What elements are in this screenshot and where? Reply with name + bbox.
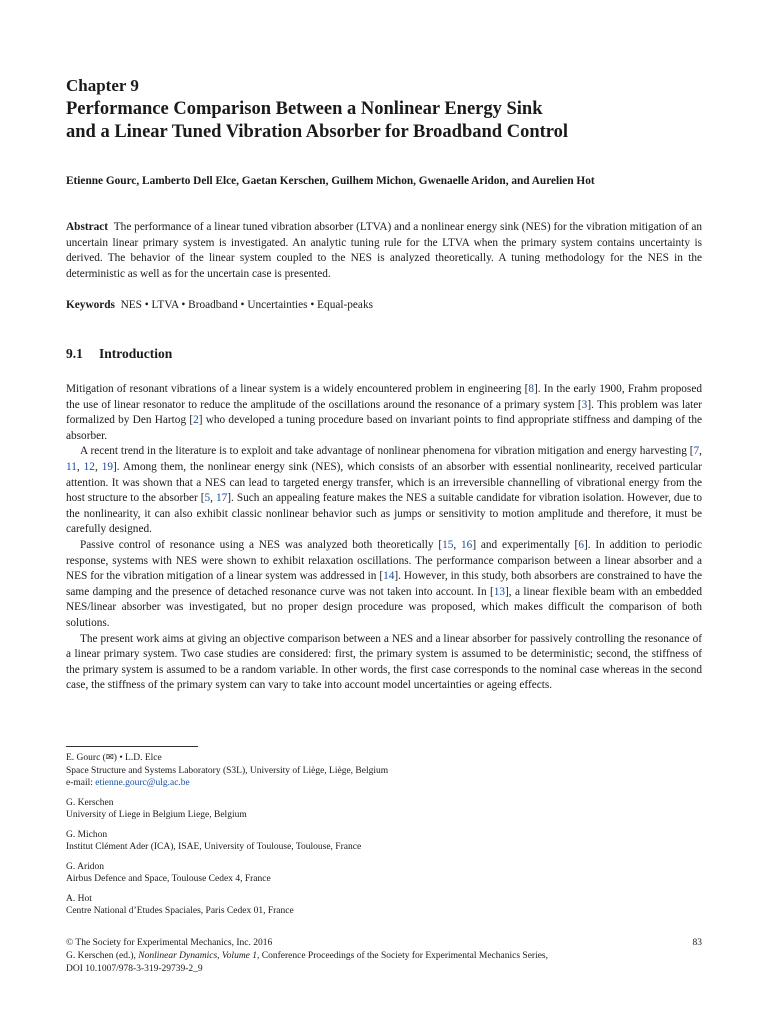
citation-link[interactable]: 12 [83, 460, 95, 473]
citation-book-title: Nonlinear Dynamics, Volume 1 [138, 951, 258, 961]
chapter-title-line-2: and a Linear Tuned Vibration Absorber for Broadband Control [66, 122, 569, 142]
citation-link[interactable]: 15 [442, 538, 454, 551]
abstract [66, 220, 702, 282]
page-number: 83 [692, 938, 702, 948]
citation-link[interactable]: 3 [581, 398, 588, 411]
paragraph-text: Passive control of resonance using a NES was analyzed both theoretically [ [80, 538, 443, 551]
citation-link[interactable]: 16 [461, 538, 473, 551]
chapter-label: Chapter 9 [66, 76, 139, 95]
paragraph-text: ] who developed a tuning procedure based on invariant points to find appropriate stiffness and damping of the absorber. [66, 414, 702, 442]
citation-separator: , [94, 460, 102, 473]
citation-link[interactable]: 2 [193, 414, 199, 427]
affiliation-block [66, 829, 702, 854]
citation-link[interactable]: 13 [493, 585, 506, 598]
section-title: Introduction [99, 346, 173, 361]
citation-series: , Conference Proceedings of the Society for Experimental Mechanics Series, [257, 951, 549, 961]
abstract-text: The performance of a linear tuned vibration absorber (LTVA) and a nonlinear energy sink (NES) for the vibration mitigation of an uncertain linear primary system is investigated. An analytic tuning rule for the LTVA when the primary system contains uncertainty is derived. The behavior of the linear system coupled to the NES is analyzed theoretically. A tuning methodology for the NES in the deterministic as well as for the uncertain case is presented. [66, 221, 702, 280]
citation-separator: , [76, 460, 84, 473]
affiliation-names: E. Gourc (✉) • L.D. Elce [66, 753, 162, 763]
keywords-label: Keywords [66, 299, 115, 311]
citation-separator: , [699, 445, 702, 458]
affiliation-names: A. Hot [66, 893, 92, 904]
paragraph-text: ] and experimentally [ [472, 538, 579, 551]
citation-separator: , [210, 492, 216, 505]
paragraph-text: ]. This problem was later formalized by Den Hartog [ [66, 398, 703, 427]
affiliation-institution: Space Structure and Systems Laboratory (S3L), University of Liège, Liège, Belgium [66, 765, 389, 776]
affiliation-institution: Airbus Defence and Space, Toulouse Cedex 4, France [66, 874, 271, 884]
affiliation-names: G. Michon [66, 829, 108, 840]
paragraph-1 [66, 382, 702, 444]
affiliation-email [66, 777, 702, 790]
publication-info [66, 937, 702, 976]
citation-link[interactable]: 7 [693, 445, 700, 458]
citation-link[interactable]: 14 [383, 570, 395, 583]
chapter-title-line-1: Performance Comparison Between a Nonlinear Energy Sink [66, 99, 543, 119]
email-link[interactable]: etienne.gourc@ulg.ac.be [95, 778, 190, 788]
footnote-divider [66, 746, 198, 747]
paragraph-text: A recent trend in the literature is to exploit and take advantage of nonlinear phenomena for vibration mitigation and energy harvesting [ [80, 445, 694, 458]
citation-link[interactable]: 19 [101, 460, 113, 473]
paragraph-text: ]. In the early 1900, Frahm proposed the use of linear resonator to reduce the amplitude of the oscillations around the resonance of a primary system [ [66, 383, 702, 411]
affiliation-institution: Centre National d’Etudes Spaciales, Paris Cedex 01, France [66, 906, 294, 916]
section-number: 9.1 [66, 346, 83, 361]
affiliation-block [66, 752, 702, 790]
keywords [66, 298, 373, 313]
paragraph-2 [66, 444, 702, 538]
affiliation-institution: University of Liege in Belgium Liege, Belgium [66, 810, 247, 820]
keywords-text: NES • LTVA • Broadband • Uncertainties • Equal-peaks [120, 299, 373, 311]
paragraph-text: ], a linear flexible beam with an embedded NES/linear absorber was investigated, but no proper design procedure was proposed, which makes difficult the comparison of both solutions. [66, 585, 702, 629]
citation-link[interactable]: 6 [578, 538, 584, 551]
doi-line: DOI 10.1007/978-3-319-29739-2_9 [66, 964, 203, 974]
email-label: e-mail: [66, 778, 96, 788]
abstract-label: Abstract [66, 221, 109, 233]
paragraph-text: ]. Among them, the nonlinear energy sink (NES), which consists of an absorber with essential nonlinearity, received particular attention. It was shown that a NES can lead to targeted energy transfer, which is an irreversible channelling of vibrational energy from the host structure to the absorber [ [66, 460, 702, 505]
paragraph-text: ]. However, in this study, both absorbers are constrained to have the same damping and the presence of detached resonance curve was not taken into account. In [ [66, 570, 702, 598]
section-heading [66, 345, 172, 363]
citation-separator: , [453, 538, 462, 551]
paragraph-text: Mitigation of resonant vibrations of a linear system is a widely encountered problem in engineering [ [66, 383, 529, 395]
affiliation-block [66, 861, 702, 886]
citation-link[interactable]: 5 [204, 492, 211, 505]
author-affiliations [66, 752, 702, 925]
author-list: Etienne Gourc, Lamberto Dell Elce, Gaetan Kerschen, Guilhem Michon, Gwenaelle Aridon, and Aurelien Hot [66, 175, 595, 187]
body-text [66, 382, 702, 694]
citation-link[interactable]: 11 [66, 460, 77, 473]
paragraph-text: ]. Such an appealing feature makes the NES a suitable candidate for vibration isolation. However, due to the nonlinearity, it can also exhibit classic nonlinear behavior such as jumps or sensitivity to motion amplitude and therefore, it must be carefully designed. [66, 492, 702, 536]
copyright-line: © The Society for Experimental Mechanics, Inc. 2016 [66, 938, 273, 948]
paragraph-text: ]. In addition to periodic response, systems with NES were shown to exhibit relaxation oscillations. The performance comparison between a linear absorber and a NES for the vibration mitigation of a linear system was addressed in [ [66, 538, 703, 583]
citation-editor: G. Kerschen (ed.), [66, 951, 139, 961]
citation-link[interactable]: 17 [215, 492, 228, 505]
affiliation-block [66, 893, 702, 918]
paragraph-4: The present work aims at giving an objective comparison between a NES and a linear absorber for passively controlling the resonance of a linear primary system. Two case studies are considered: first, the primary system is assumed to be deterministic; second, the stiffness of the primary system is assumed to be a random variable. In other words, the first case corresponds to the nominal case whereas in the second case, the stiffness of the primary system can vary to take into account model uncertainties or ageing effects. [66, 632, 702, 692]
citation-line [66, 950, 702, 963]
affiliation-names: G. Kerschen [66, 797, 114, 808]
affiliation-names: G. Aridon [66, 861, 104, 872]
citation-link[interactable]: 8 [528, 383, 534, 395]
affiliation-institution: Institut Clément Ader (ICA), ISAE, University of Toulouse, Toulouse, France [66, 842, 362, 852]
chapter-title [66, 98, 702, 144]
affiliation-block [66, 797, 702, 822]
paragraph-3 [66, 538, 702, 632]
